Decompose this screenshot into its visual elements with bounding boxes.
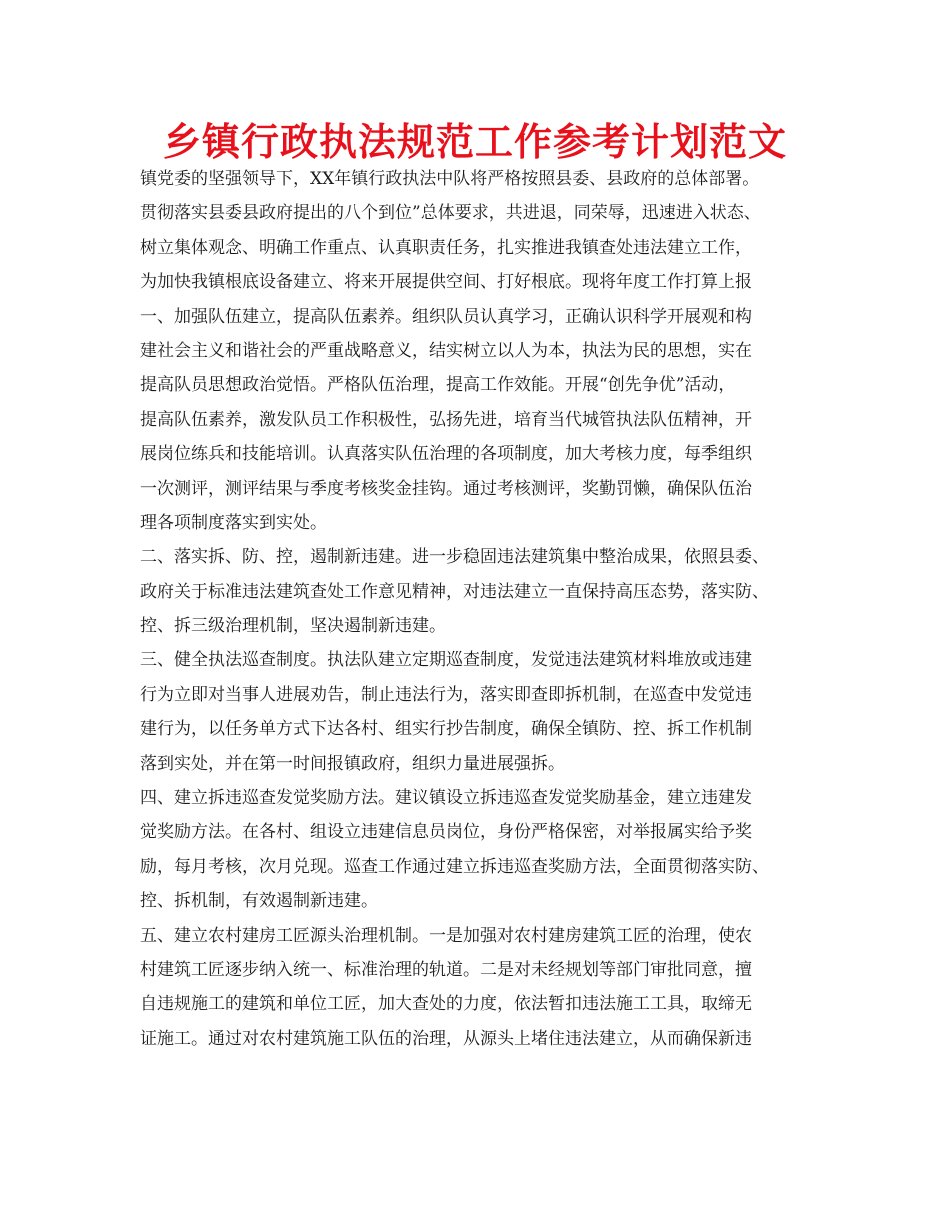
body-line: 理各项制度落实到实处。 (140, 512, 327, 533)
body-line: 控、拆三级治理机制，坚决遏制新违建。 (140, 616, 446, 637)
body-line: 为加快我镇根底设备建立、将来开展提供空间、打好根底。现将年度工作打算上报 (140, 272, 752, 293)
body-line: 提高队员思想政治觉悟。严格队伍治理，提高工作效能。开展“创先争优”活动， (140, 375, 736, 396)
body-line: 贯彻落实县委县政府提出的八个到位”总体要求，共进退，同荣辱，迅速进入状态、 (140, 203, 761, 224)
body-line: 证施工。通过对农村建筑施工队伍的治理，从源头上堵住违法建立，从而确保新违 (140, 1028, 752, 1049)
body-line: 镇党委的坚强领导下，XX年镇行政执法中队将严格按照县委、县政府的总体部署。 (140, 169, 760, 189)
body-line: 三、健全执法巡查制度。执法队建立定期巡查制度，发觉违法建筑材料堆放或违建 (140, 650, 752, 671)
document-body (140, 162, 830, 1056)
body-line: 五、建立农村建房工匠源头治理机制。一是加强对农村建房建筑工匠的治理，使农 (140, 925, 752, 946)
body-line: 四、建立拆违巡查发觉奖励方法。建议镇设立拆违巡查发觉奖励基金，建立违建发 (140, 788, 752, 809)
document-title: 乡镇行政执法规范工作参考计划范文 (162, 120, 787, 164)
body-line: 控、拆机制，有效遏制新违建。 (140, 891, 378, 912)
body-line: 行为立即对当事人进展劝告，制止违法行为，落实即查即拆机制，在巡查中发觉违 (140, 684, 752, 705)
body-line: 觉奖励方法。在各村、组设立违建信息员岗位，身份严格保密，对举报属实给予奖 (140, 822, 752, 843)
body-line: 建社会主义和谐社会的严重战略意义，结实树立以人为本，执法为民的思想，实在 (140, 340, 752, 361)
body-line: 政府关于标准违法建筑查处工作意见精神，对违法建立一直保持高压态势，落实防、 (140, 581, 769, 602)
body-line: 树立集体观念、明确工作重点、认真职责任务，扎实推进我镇查处违法建立工作， (140, 237, 752, 258)
body-line: 一、加强队伍建立，提高队伍素养。组织队员认真学习，正确认识科学开展观和构 (140, 306, 752, 327)
body-line: 提高队伍素养，激发队员工作积极性，弘扬先进，培育当代城管执法队伍精神，开 (140, 409, 752, 430)
body-line: 一次测评，测评结果与季度考核奖金挂钩。通过考核测评，奖勤罚懒，确保队伍治 (140, 478, 752, 499)
body-line: 自违规施工的建筑和单位工匠，加大查处的力度，依法暂扣违法施工工具，取缔无 (140, 994, 752, 1015)
body-line: 建行为，以任务单方式下达各村、组实行抄告制度，确保全镇防、控、拆工作机制 (140, 719, 752, 740)
body-line: 村建筑工匠逐步纳入统一、标准治理的轨道。二是对未经规划等部门审批同意，擅 (140, 959, 752, 980)
body-line: 二、落实拆、防、控，遏制新违建。进一步稳固违法建筑集中整治成果，依照县委、 (140, 547, 769, 568)
body-line: 展岗位练兵和技能培训。认真落实队伍治理的各项制度，加大考核力度，每季组织 (140, 444, 752, 465)
body-line: 落到实处，并在第一时间报镇政府，组织力量进展强拆。 (140, 753, 565, 774)
body-line: 励，每月考核，次月兑现。巡查工作通过建立拆违巡查奖励方法，全面贯彻落实防、 (140, 856, 769, 877)
